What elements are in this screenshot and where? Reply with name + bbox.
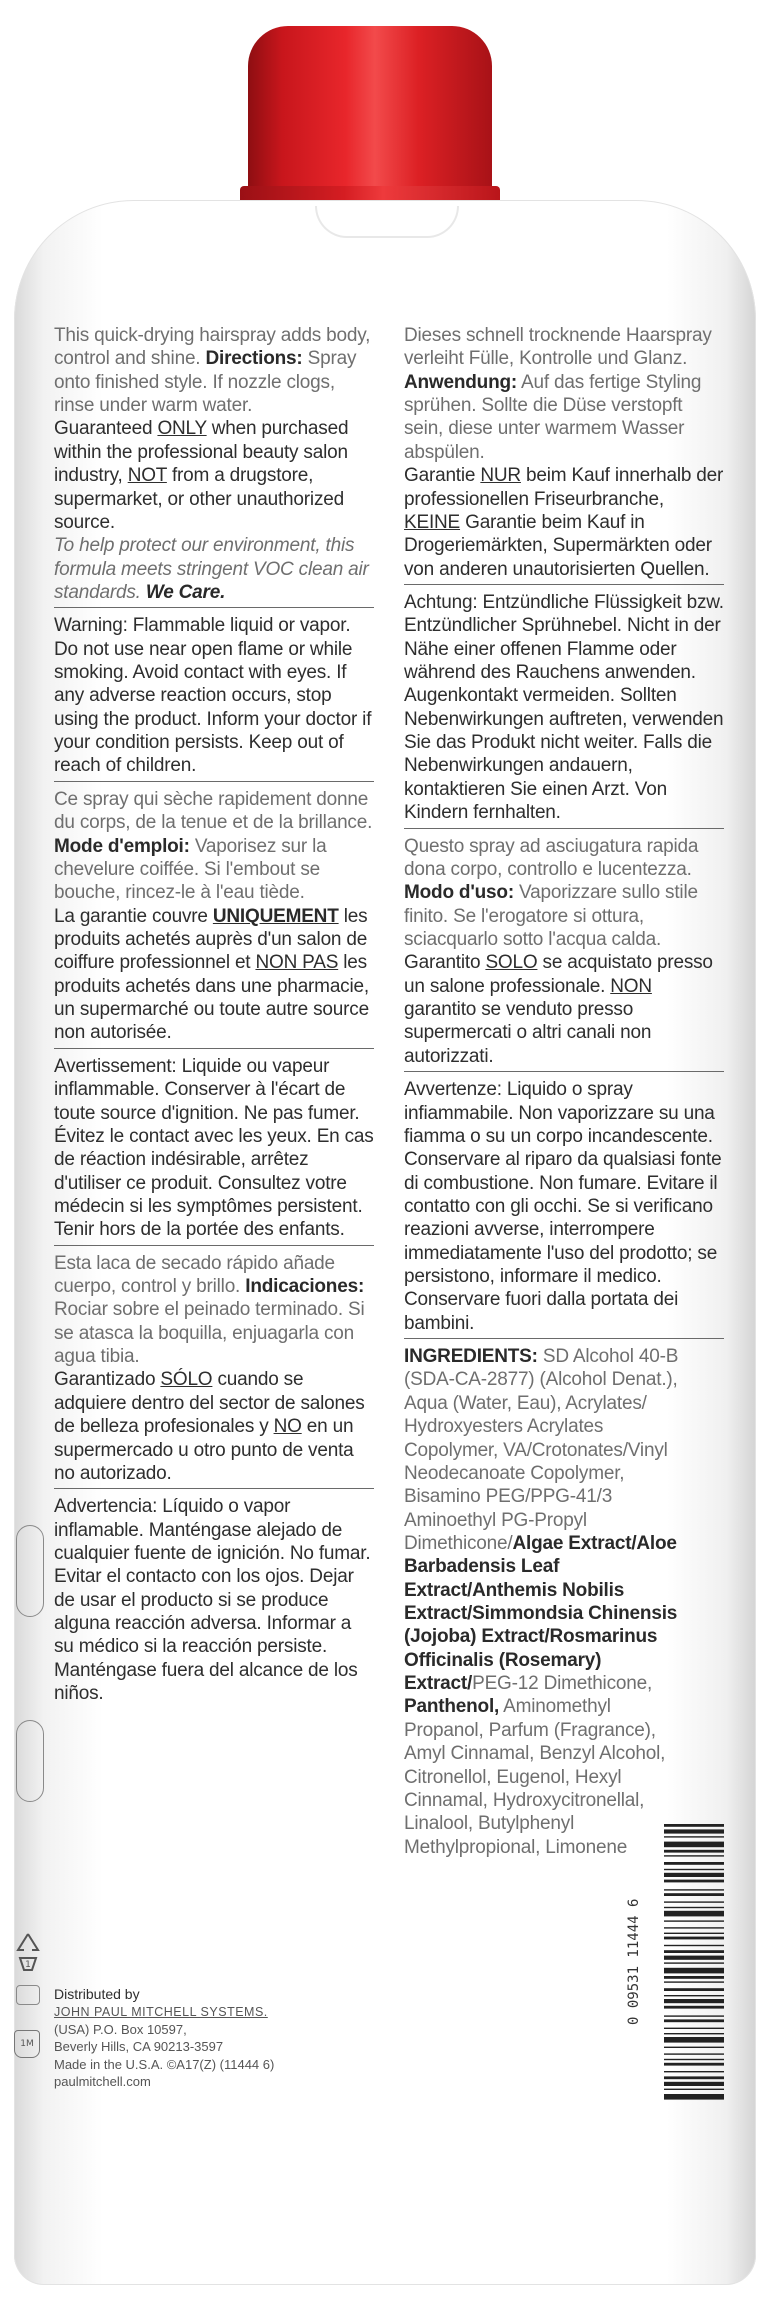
distributor-block (54, 1985, 334, 2091)
barcode-bar (664, 1968, 724, 1974)
german-section (404, 324, 724, 585)
barcode-bar (664, 1889, 724, 1890)
barcode-bar (664, 1855, 724, 1856)
it-guarantee-solo: SOLO (485, 952, 538, 974)
barcode-bar (664, 2071, 724, 2072)
barcode-bar (664, 2094, 724, 2100)
en-directions: Spray onto finished style. If nozzle clogs, rinse under warm water. (54, 348, 357, 417)
barcode-number: 0 09531 11444 6 (626, 1898, 642, 2026)
embossed-logo-mark (315, 206, 459, 238)
de-warning-text: Achtung: Entzündliche Flüssigkeit bzw. Entzündlicher Sprühnebel. Nicht in der Nähe einer offenen Flamme oder während des Rauchens anwenden. Augenkontakt vermeiden. Sollten Nebenwirkungen auftreten, verwenden Sie das Produkt nicht weiter. Falls die Nebenwirkungen andauern, kontaktieren Sie einen Arzt. Von Kindern fernhalten. (404, 591, 724, 824)
barcode-bar (664, 2063, 724, 2066)
fr-guarantee-text: La garantie couvre (54, 905, 213, 927)
address-line-2: Beverly Hills, CA 90213-3597 (54, 2039, 224, 2055)
recycle-number: 1 (25, 1960, 31, 1970)
ingredients-section (404, 1345, 694, 1862)
barcode-bar (664, 1976, 724, 1979)
fr-guarantee-nonpas: NON PAS (255, 952, 339, 974)
barcode-bar (664, 1842, 724, 1848)
en-intro: This quick-drying hairspray adds body, control and shine. (54, 325, 371, 370)
de-guarantee-keine: KEINE (404, 511, 461, 533)
aerosol-icon (16, 1985, 40, 2005)
en-guarantee-text-2: when purchased within the professional beauty salon industry, (54, 418, 349, 487)
barcode-bar (664, 1907, 724, 1908)
de-guarantee-text-2: beim Kauf innerhalb der professionellen Friseurbranche, (404, 465, 724, 510)
fr-mode: Vaporisez sur la chevelure coiffée. Si l'embout se bouche, rincez-le à l'eau tiède. (54, 835, 327, 904)
barcode-bar (664, 1945, 724, 1946)
barcode-bar (664, 1962, 724, 1963)
barcode-bar (664, 1927, 724, 1928)
ingredients-list-3: Aminomethyl Propanol, Parfum (Fragrance), Amyl Cinnamal, Benzyl Alcohol, Citronellol, Eugenol, Hexyl Cinnamal, Hydroxycitronellal, Linalool, Butylphenyl Methylpropional, Limonene (404, 1696, 666, 1858)
barcode-bar (664, 2015, 724, 2016)
barcode-bar (664, 1880, 724, 1883)
barcode-bar (664, 2019, 724, 2022)
spanish-warning (54, 1495, 374, 1708)
period-after-opening-icon: 1M (14, 2030, 40, 2058)
french-warning (54, 1055, 374, 1246)
es-warning-text: Advertencia: Líquido o vapor inflamable. Manténgase alejado de cualquier fuente de ignición. No fumar. Evitar el contacto con los ojos. Dejar de usar el producto si se produce alguna reacción adversa. Informar a su médico si la reacción persiste. Manténgase fuera del alcance de los niños. (54, 1496, 371, 1705)
en-we-care: We Care. (140, 581, 226, 603)
es-guarantee-text-3: en un supermercado u otro punto de venta no autorizado. (54, 1416, 354, 1484)
barcode-bar (664, 1836, 724, 1837)
barcode-bar (664, 2059, 724, 2060)
barcode-bar (664, 1981, 724, 1982)
it-warning-text: Avvertenze: Liquido o spray infiammabile. Non vaporizzare su una fiamma o su un corpo incandescente. Conservare al riparo da qualsiasi fonte di combustione. Non fumare. Evitare il contatto con gli occhi. Se si verificano reazioni avverse, interrompere immediatamente l'uso del prodotto; se persistono, informare il medico. Conservare fuori dalla portata dei bambini. (404, 1079, 722, 1334)
website: paulmitchell.com (54, 2074, 151, 2090)
barcode-bar (664, 1988, 724, 1991)
en-guarantee-text: Guaranteed (54, 418, 158, 440)
ingredients-panthenol: Panthenol, (404, 1696, 500, 1718)
barcode-bar (664, 1999, 724, 2003)
barcode-bar (664, 1901, 724, 1902)
de-intro: Dieses schnell trocknende Haarspray verleiht Fülle, Kontrolle und Glanz. (404, 325, 712, 370)
es-guarantee-text: Garantizado (54, 1369, 161, 1391)
barcode-bar (664, 2082, 724, 2086)
german-warning (404, 591, 724, 829)
fr-guarantee-text-3: les produits achetés dans une pharmacie, un supermarché ou toute autre source non autorisée. (54, 952, 369, 1044)
de-anw: Auf das fertige Styling sprühen. Sollte die Düse verstopft sein, diese unter warmem Wasser abspülen. (404, 371, 702, 463)
it-guarantee-non: NON (610, 975, 652, 997)
de-guarantee-text-3: Garantie beim Kauf in Drogeriemärkten, Supermärkten oder von anderen unautorisierten Quellen. (404, 511, 712, 580)
barcode-bar (664, 2047, 724, 2048)
barcode-bar (664, 1956, 724, 1960)
barcode-bar (664, 2076, 724, 2079)
es-intro: Esta laca de secado rápido añade cuerpo, control y brillo. (54, 1252, 335, 1298)
ingredients-label: INGREDIENTS: (404, 1346, 538, 1368)
fr-warning-text: Avertissement: Liquide ou vapeur inflammable. Conserver à l'écart de toute source d'ignition. Ne pas fumer. Évitez le contact avec les yeux. En cas de réaction indésirable, arrêtez d'utiliser ce produit. Consultez votre médecin si les symptômes persistent. Tenir hors de la portée des enfants. (54, 1055, 374, 1241)
barcode-bar (664, 1995, 724, 1996)
bottle-cap (248, 26, 492, 198)
barcode-bar (664, 1850, 724, 1853)
fr-mode-label: Mode d'emploi: (54, 835, 190, 857)
italian-warning (404, 1078, 724, 1339)
fr-intro: Ce spray qui sèche rapidement donne du corps, de la tenue et de la brillance. (54, 788, 373, 834)
ingredients-list-2: PEG-12 Dimethicone, (472, 1673, 653, 1695)
barcode (664, 1822, 724, 2102)
french-section (54, 788, 374, 1049)
it-modo-label: Modo d'uso: (404, 882, 514, 904)
italian-section (404, 835, 724, 1073)
en-directions-label: Directions: (205, 348, 303, 370)
barcode-bar (664, 1920, 724, 1921)
de-anw-label: Anwendung: (404, 371, 518, 393)
en-environment: To help protect our environment, this formula meets stringent VOC clean air standards. (54, 535, 369, 603)
es-guarantee-no: NO (273, 1416, 302, 1438)
en-guarantee-not: NOT (127, 465, 167, 487)
es-ind: Rociar sobre el peinado terminado. Si se atasca la boquilla, enjuagarla con agua tibia. (54, 1299, 365, 1368)
barcode-bar (664, 1829, 724, 1833)
ingredients-list-1: SD Alcohol 40-B (SDA-CA-2877) (Alcohol Denat.), Aqua (Water, Eau), Acrylates/ Hydroxyesters Acrylates Copolymer, VA/Crotonates/Vinyl Neodecanoate Copolymer, Bisamino PEG/PPG-41/3 Aminoethyl PG-Propyl Dimethicone/ (404, 1346, 679, 1554)
it-intro: Questo spray ad asciugatura rapida dona corpo, controllo e lucentezza. (404, 835, 699, 880)
company-name: JOHN PAUL MITCHELL SYSTEMS. (54, 2004, 268, 2019)
it-guarantee-text-2: se acquistato presso un salone professionale. (404, 952, 713, 997)
ingredients-botanicals: Algae Extract/Aloe Barbadensis Leaf Extract/Anthemis Nobilis Extract/Simmondsia Chinensis (Jojoba) Extract/Rosmarinus Officinalis (Rosemary) Extract/ (404, 1532, 678, 1695)
es-guarantee-text-2: cuando se adquiere dentro del sector de salones de belleza profesionales y (54, 1369, 365, 1438)
barcode-bar (664, 2089, 724, 2090)
label-column-left (54, 324, 374, 1714)
it-modo: Vaporizzare sullo stile finito. Se l'erogatore si ottura, sciacquarlo sotto l'acqua calda. (404, 882, 698, 950)
barcode-bar (664, 2033, 724, 2034)
distributed-by-label: Distributed by (54, 1986, 140, 2002)
barcode-bar (664, 2053, 724, 2054)
en-guarantee-text-3: from a drugstore, supermarket, or other unauthorized source. (54, 465, 344, 533)
fr-guarantee-uniquement: UNIQUEMENT (212, 905, 339, 927)
english-warning (54, 614, 374, 782)
tree-logo-icon (16, 1720, 44, 1802)
barcode-bar (664, 1950, 724, 1953)
barcode-bar (664, 2006, 724, 2009)
spanish-section (54, 1252, 374, 1490)
barcode-bar (664, 1937, 724, 1940)
barcode-bar (664, 2028, 724, 2029)
it-guarantee-text: Garantito (404, 952, 486, 974)
barcode-bar (664, 1911, 724, 1917)
es-guarantee-solo: SÓLO (160, 1369, 213, 1391)
de-guarantee-text: Garantie (404, 465, 481, 487)
barcode-bar (664, 1862, 724, 1865)
compliance-seal-icon (16, 1525, 44, 1617)
barcode-bar (664, 1869, 724, 1870)
it-guarantee-text-3: garantito se venduto presso supermercati o altri canali non autorizzati. (404, 999, 652, 1067)
es-ind-label: Indicaciones: (245, 1276, 365, 1298)
address-line-1: (USA) P.O. Box 10597, (54, 2021, 187, 2037)
en-warning-text: Warning: Flammable liquid or vapor. Do not use near open flame or while smoking. Avoid contact with eyes. If any adverse reaction occurs, stop using the product. Inform your doctor if your condition persists. Keep out of reach of children. (54, 615, 372, 777)
barcode-bar (664, 2037, 724, 2043)
de-guarantee-nur: NUR (480, 465, 521, 487)
barcode-bar (664, 1873, 724, 1877)
label-column-right (404, 324, 724, 1868)
barcode-bar (664, 1893, 724, 1896)
recycle-icon (14, 1930, 42, 1976)
barcode-bar (664, 1933, 724, 1934)
en-guarantee-only: ONLY (157, 418, 207, 440)
made-in-line: Made in the U.S.A. ©A17(Z) (11444 6) (54, 2056, 275, 2072)
fr-guarantee-text-2: les produits achetés auprès d'un salon de coiffure professionnel et (54, 905, 368, 974)
english-section (54, 324, 374, 608)
barcode-bar (664, 1824, 724, 1827)
